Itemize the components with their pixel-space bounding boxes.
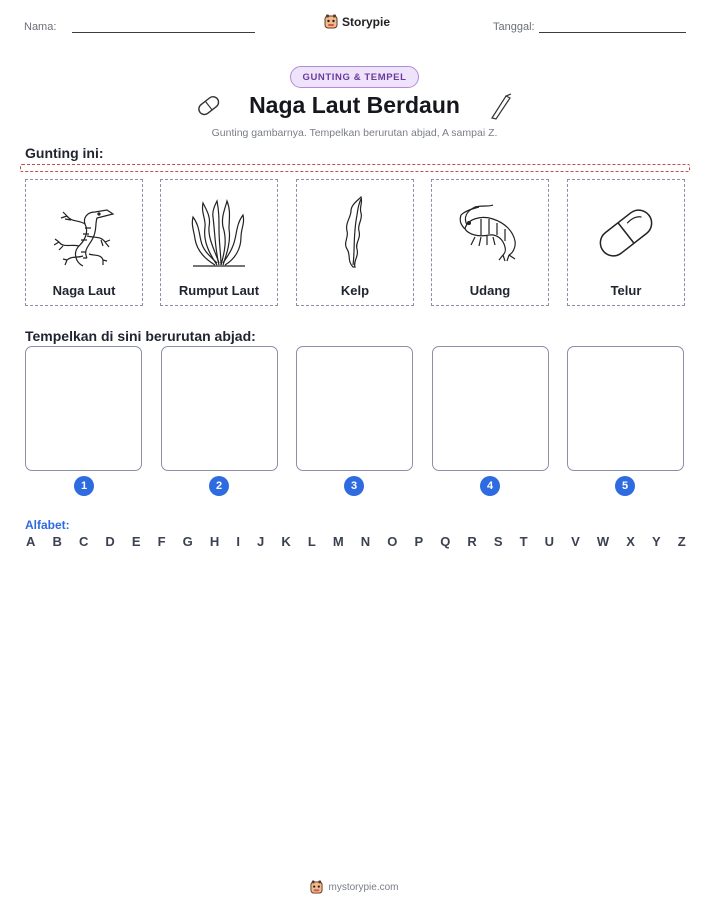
alphabet-letter: O [387,534,398,549]
alphabet-row [26,534,686,549]
alphabet-letter: E [131,534,141,549]
paste-number-1: 1 [74,476,94,496]
paste-box-5[interactable] [567,346,684,471]
alphabet-letter: Z [677,534,686,549]
cut-card-shrimp[interactable] [431,179,549,306]
page-subtitle: Gunting gambarnya. Tempelkan berurutan abjad, A sampai Z. [211,127,498,139]
alphabet-letter: F [157,534,166,549]
alphabet-letter: C [78,534,89,549]
alphabet-title: Alfabet: [25,518,70,532]
page-title: Naga Laut Berdaun [249,92,460,118]
cut-card-label: Udang [469,283,511,298]
storypie-mascot-icon [310,880,323,895]
alphabet-letter: B [52,534,62,549]
brand-logo [324,14,390,30]
date-write-line[interactable] [539,32,686,33]
paste-section-title: Tempelkan di sini berurutan abjad: [25,328,256,344]
cut-card-label: Telur [610,283,642,298]
paste-number-2: 2 [209,476,229,496]
storypie-mascot-icon [324,14,338,30]
paste-number-4: 4 [480,476,500,496]
alphabet-letter: M [332,534,344,549]
alphabet-letter: I [236,534,240,549]
alphabet-letter: S [493,534,503,549]
alphabet-letter: J [257,534,265,549]
cut-card-seaweed[interactable] [160,179,278,306]
seaweed-icon [189,197,249,269]
paste-box-3[interactable] [296,346,413,471]
brand-name: Storypie [342,15,391,29]
alphabet-letter: G [182,534,193,549]
alphabet-letter: Q [440,534,451,549]
alphabet-letter: L [307,534,316,549]
paste-number-3: 3 [344,476,364,496]
alphabet-letter: P [414,534,424,549]
alphabet-letter: N [360,534,371,549]
footer-site[interactable]: mystorypie.com [328,882,399,893]
alphabet-letter: H [209,534,220,549]
egg-capsule-icon [591,198,661,268]
alphabet-letter: Y [651,534,661,549]
paste-number-5: 5 [615,476,635,496]
alphabet-letter: V [571,534,580,549]
cut-card-seadragon[interactable] [25,179,143,306]
cut-card-label: Rumput Laut [178,283,260,298]
kelp-strand-icon [486,92,514,120]
footer [0,880,709,895]
seadragon-icon [49,196,119,271]
alphabet-letter: U [544,534,555,549]
alphabet-letter: A [26,534,36,549]
paste-box-1[interactable] [25,346,142,471]
activity-badge: GUNTING & TEMPEL [290,66,419,88]
cut-section-title: Gunting ini: [25,145,104,161]
alphabet-letter: T [519,534,528,549]
alphabet-letter: D [105,534,115,549]
alphabet-letter: K [281,534,291,549]
name-label: Nama: [24,21,57,33]
name-write-line[interactable] [72,32,255,33]
date-label: Tanggal: [493,21,535,33]
alphabet-letter: R [467,534,477,549]
paste-box-4[interactable] [432,346,549,471]
cut-line [20,164,690,172]
shrimp-icon [455,203,525,263]
paste-box-2[interactable] [161,346,278,471]
cut-card-egg[interactable] [567,179,685,306]
cut-card-kelp[interactable] [296,179,414,306]
kelp-icon [335,195,375,271]
alphabet-letter: X [626,534,635,549]
cut-card-label: Kelp [340,283,370,298]
cut-card-label: Naga Laut [52,283,116,298]
alphabet-letter: W [596,534,610,549]
